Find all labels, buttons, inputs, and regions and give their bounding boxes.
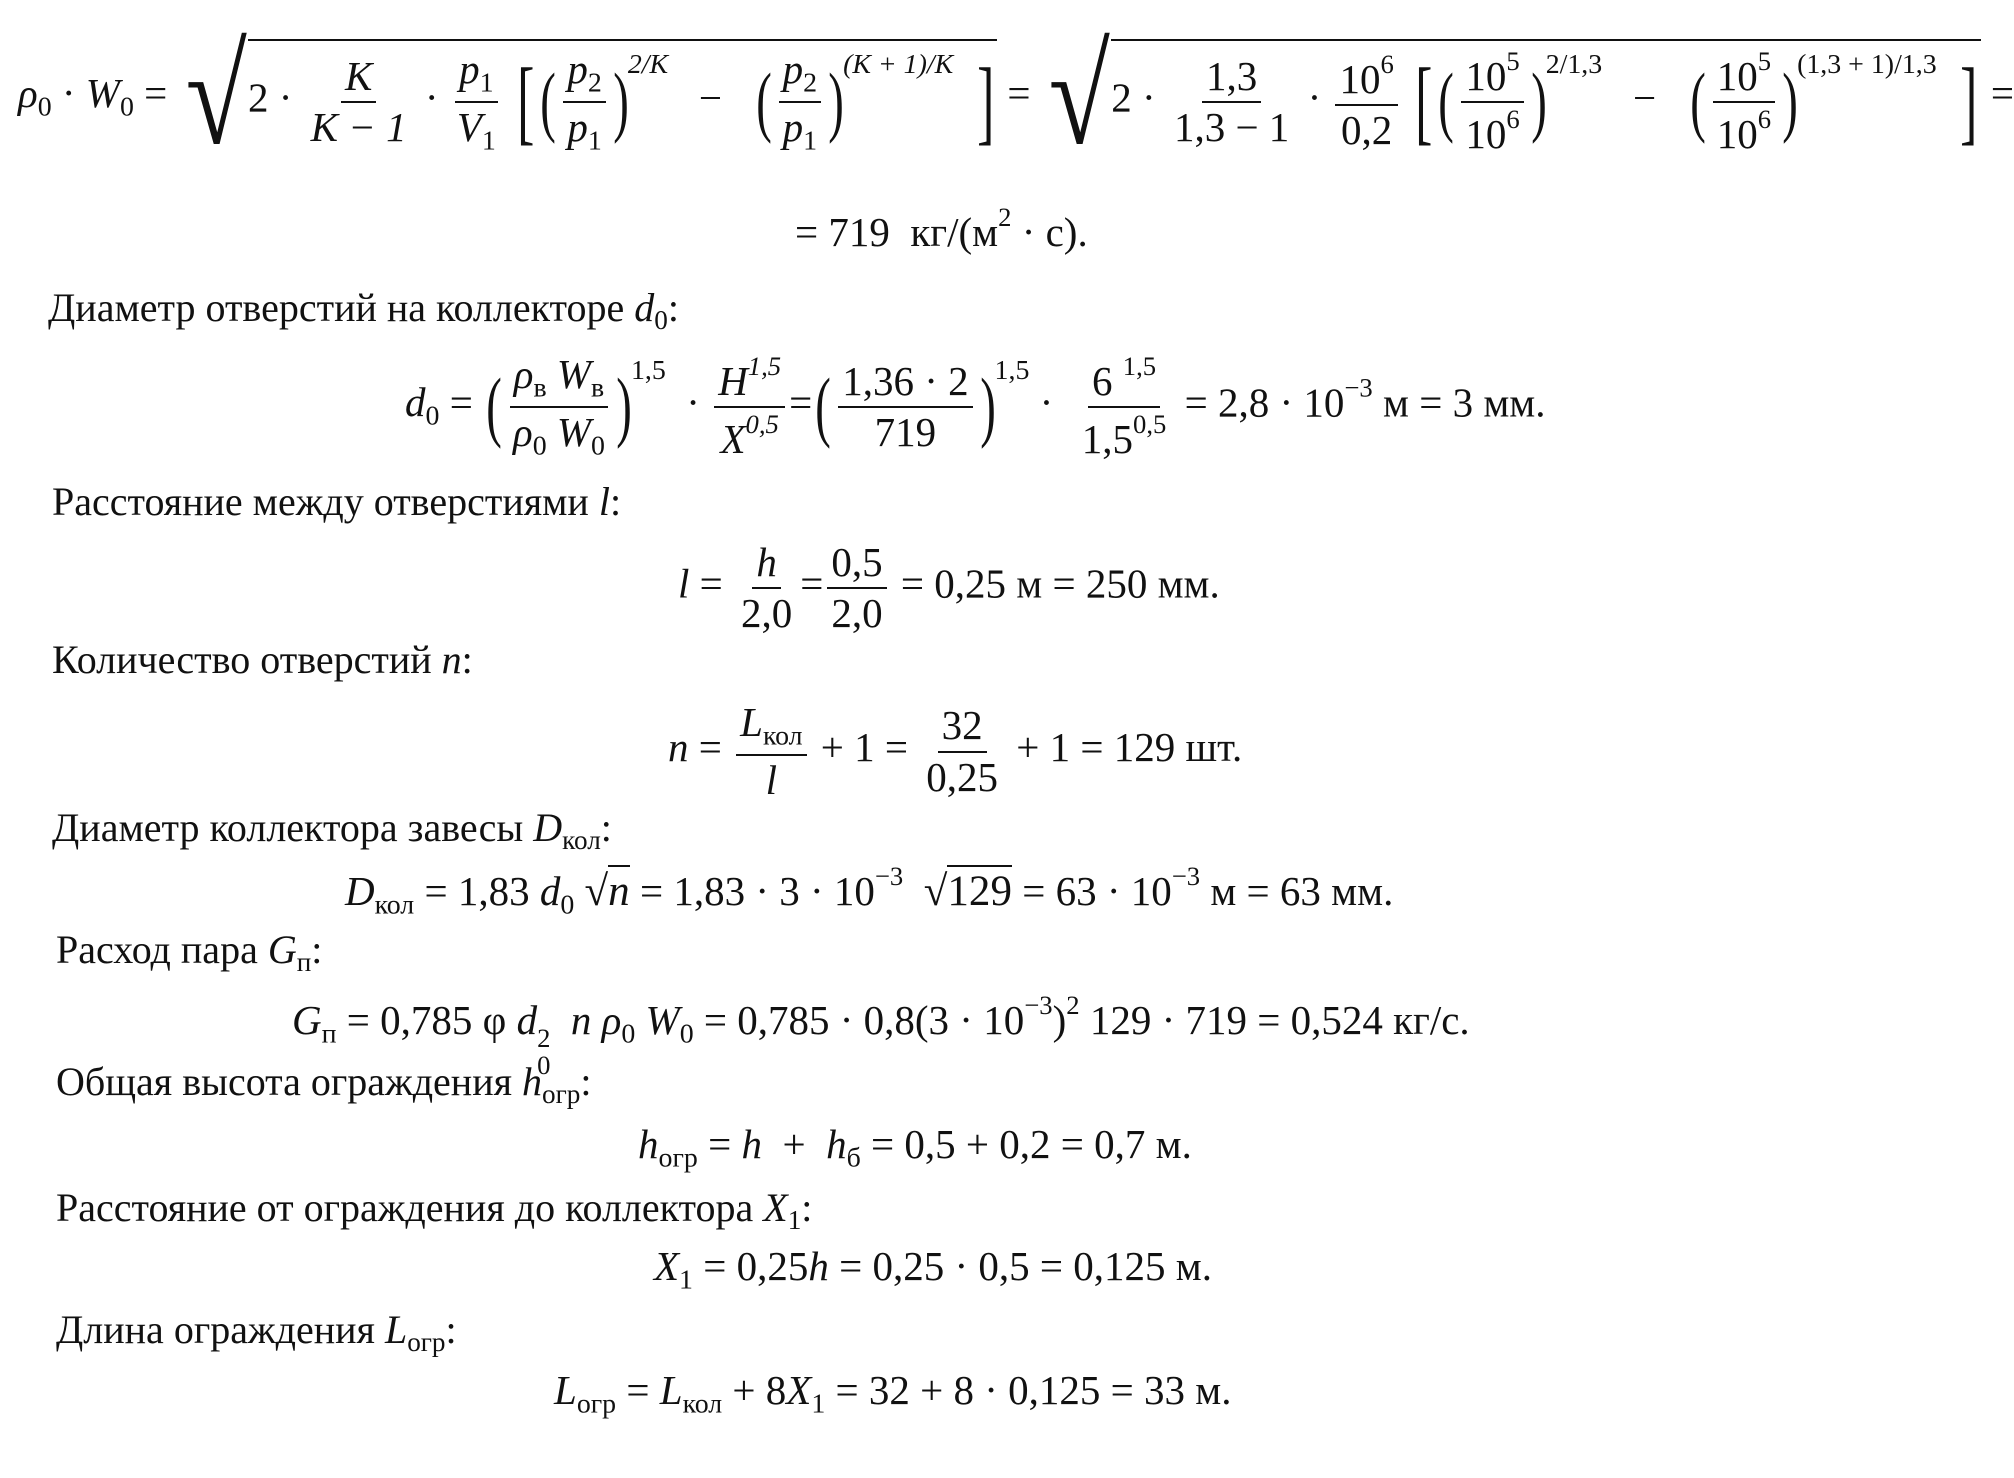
right-paren-3: ) <box>1530 57 1547 144</box>
logr-lhs: $L_{огр}$ <box>554 1367 617 1420</box>
sub-one-c: 1 <box>803 125 818 157</box>
logr-x1: $X_1$ <box>786 1367 826 1420</box>
v1-val: 0,2 <box>1341 107 1393 154</box>
n-num-val: 32 <box>938 703 987 752</box>
right-bracket-2: ] <box>1960 49 1978 154</box>
p1b-val-b: 10 <box>1716 110 1758 157</box>
x1-heading: Расстояние от ограждения до коллектора $X_1$: <box>56 1185 813 1236</box>
right-bracket: ] <box>976 49 995 154</box>
rho-w-result-unit: кг/(м <box>910 208 999 255</box>
l-den: 2,0 <box>741 590 793 637</box>
p1b-val-exp: 6 <box>1506 103 1520 134</box>
p2-symbol: p <box>567 45 588 92</box>
n-heading: Количество отверстий n: <box>52 637 473 682</box>
p2-val-b: 10 <box>1716 52 1758 99</box>
six-num <box>1088 352 1160 408</box>
d0-lparen-2: ( <box>815 363 831 450</box>
right-paren: ) <box>613 57 629 144</box>
n-fraction <box>736 700 806 803</box>
fraction-p1-v1 <box>453 47 500 157</box>
exponent-val-2: (1,3 + 1)/1,3 <box>1797 49 1937 81</box>
d0-result: = 2,8 · 10 <box>1184 379 1345 426</box>
p1b-val: 10 <box>1465 110 1507 157</box>
h-exp: 1,5 <box>747 351 782 381</box>
p2-val-num <box>1461 47 1523 103</box>
rho-symbol: ρ <box>18 70 38 117</box>
gp-exp: −3 <box>1024 990 1053 1020</box>
logr-symbol: $L_{огр}$ <box>384 1307 446 1358</box>
fraction-p2-p1 <box>563 47 605 157</box>
p1-val-exp: 6 <box>1380 49 1394 80</box>
x1-result: = 0,25 · 0,5 = 0,125 м. <box>839 1243 1212 1289</box>
d0-formula: $d_0$ = ( $\frac{\rho_в W_в}{\rho_0 W_0}$ )$^{1,5}$ · $\frac{H^{1,5}}{X^{0,5}}$ =( $\frac{1,36 \cdot 2}{719}$ )$^{1,5}$ · $\frac{6 ^{1,5}}{1,5^{0,5}}$ = $2,8 \cdot 10^{-3}$ м = 3 мм. <box>405 351 1546 463</box>
p1-val: 10 <box>1339 56 1381 103</box>
p1b-val-exp-b: 6 <box>1757 103 1772 134</box>
gp-n: n <box>570 996 592 1043</box>
coefficient-two: 2 <box>248 74 269 121</box>
dkol-symbol: $D_{кол}$ <box>533 805 601 856</box>
gp-label: Расход пара <box>56 927 258 972</box>
d0-exp: 1,5 <box>630 354 666 386</box>
dkol-root-val: 129 <box>947 865 1012 915</box>
d0-rparen-2: ) <box>979 363 996 450</box>
dkol-result: м = 63 мм. <box>1200 867 1394 914</box>
dkol-formula <box>345 863 1393 919</box>
sub-zero: 0 <box>37 91 52 123</box>
d0-symbol: $d_0$ <box>634 285 668 336</box>
n-under-root: n <box>608 865 630 915</box>
fraction-k-val <box>1170 54 1293 150</box>
d0-exp-2: 1,5 <box>994 354 1030 386</box>
dkol-lhs: $D_{кол}$ <box>345 867 415 921</box>
p1b-val-den-b <box>1713 103 1775 157</box>
rho-w-result-value: = 719 <box>795 208 890 255</box>
dkol-sqrt-129: √129 <box>924 870 1012 913</box>
hogr-hb: $h_б$ <box>826 1121 861 1174</box>
p2-num-b <box>779 47 821 103</box>
gp-w0: $W_0$ <box>645 996 694 1050</box>
right-paren-4: ) <box>1782 57 1798 144</box>
k-denominator: K − 1 <box>310 103 407 150</box>
d0-rparen: ) <box>616 363 632 450</box>
n-den: l <box>765 757 778 804</box>
p2-num <box>563 47 605 103</box>
l-fraction <box>737 540 796 636</box>
p2-val-num-b <box>1713 47 1775 103</box>
p2-val-exp-b: 5 <box>1757 45 1772 76</box>
dkol-mid: = 1,83 · 3 · 10 <box>639 867 875 914</box>
sub-two-b: 2 <box>803 67 818 99</box>
dkol-d0: $d_0$ <box>539 867 575 921</box>
dkol-sqrt-n: √n <box>585 870 630 913</box>
gp-d-sup: 2 <box>537 1023 551 1054</box>
hogr-result: = 0,5 + 0,2 = 0,7 м. <box>871 1121 1192 1167</box>
p2-symbol-b: p <box>782 45 804 92</box>
gp-symbol: $G_п$ <box>267 927 312 978</box>
n-formula: n = $\frac{L_{кол}}{l}$ + 1 = $\frac{32}{0,25}$ + 1 = 129 шт. <box>668 699 1243 804</box>
d0-heading: Диаметр отверстий на коллекторе $d_0$: <box>48 285 679 336</box>
p-symbol: p <box>459 45 480 92</box>
radicand-general: 2 · $\frac{K}{K - 1}$ · $\frac{p_1}{V_1}$ [( $\frac{p_2}{p_1}$ )$^{2/K}$ − ( $\frac{p_2}{p_1}$ )$^{(K + 1)/K}$ ] <box>248 39 997 157</box>
v-symbol: V <box>456 103 482 150</box>
sub-one: 1 <box>479 67 494 99</box>
left-paren-2: ( <box>755 57 772 144</box>
p1-val-num <box>1335 50 1397 106</box>
hogr-symbol: $h_{огр}$ <box>522 1059 581 1110</box>
dkol-exp: −3 <box>874 861 904 891</box>
l-fraction-val <box>827 540 886 636</box>
rho-w-formula: $\rho_0 \cdot W_0 = √2$ · $\frac{K}{K - 1}$ · $\frac{p_1}{V_1}$ [( $\frac{p_2}{p_1}$ )$^{2/K}$ − ( $\frac{p_2}{p_1}$ )$^{(K + 1)/K}$ ] = √2 · $\frac{1,3}{1,3 - 1}$ · $\frac{10^6}{0,2}$ [( $\frac{10^5}{10^6}$ )$^{2/1,3}$ − ( $\frac{10^5}{10^6}$ )$^{(1,3 + 1)/1,3}$ ] = <box>18 20 2014 174</box>
gp-formula: $G_п = 0,785$ φ d 2 0 n $\rho_0$ $W_0 = 0,785 \cdot 0,8(3 \cdot 10^{-3})^2$ 129 · 719 = 0,524 кг/с. <box>292 990 1470 1080</box>
gp-coef: = 0,785 φ <box>346 996 507 1043</box>
l-label: Расстояние между отверстиями <box>52 479 589 524</box>
fraction-p2p1-val-b <box>1713 47 1775 157</box>
h-num: H$^{1,5}$ <box>714 352 785 408</box>
h-x-fraction <box>714 352 785 462</box>
w-symbol: W <box>85 70 120 117</box>
p1-numerator <box>455 47 497 103</box>
x-exp: 0,5 <box>745 409 779 440</box>
d0-lparen: ( <box>486 363 502 450</box>
n-num: $L_{кол}$ <box>736 700 806 756</box>
fraction-p2p1-val <box>1461 47 1523 157</box>
l-formula: l = $\frac{h}{2,0}$ = $\frac{0,5}{2,0}$ = 0,25 м = 250 мм. <box>678 539 1220 637</box>
gp-heading: Расход пара $G_п$: <box>56 927 323 978</box>
sub-one-v: 1 <box>481 125 496 157</box>
d0-val-den: 719 <box>874 409 937 456</box>
onefive-exp: 0,5 <box>1133 409 1167 440</box>
sub-two: 2 <box>587 67 602 99</box>
gp-lhs: $G_п$ <box>292 996 337 1050</box>
k-numerator: K <box>341 54 376 103</box>
l-lhs: l <box>678 560 690 607</box>
x-den: X$^{0,5}$ <box>720 409 779 463</box>
sub-one-b: 1 <box>587 125 602 157</box>
d0-fraction-val <box>838 359 972 455</box>
gp-d-sub: 0 <box>537 1049 551 1080</box>
d0-lhs: $d_0$ <box>405 379 440 432</box>
fraction-p1v1-val <box>1335 50 1397 153</box>
l-den-val: 2,0 <box>831 590 883 637</box>
logr-mid: + 8 <box>732 1367 787 1413</box>
l-heading: Расстояние между отверстиями l: <box>52 479 622 524</box>
d0-val-num: 1,36 · 2 <box>838 359 972 408</box>
l-num: h <box>752 540 781 589</box>
p1b-val-den <box>1461 103 1523 157</box>
x1-symbol: $X_1$ <box>763 1185 802 1236</box>
p1-den <box>563 103 605 157</box>
k-val-den: 1,3 − 1 <box>1173 103 1290 150</box>
k-val-num: 1,3 <box>1202 54 1261 103</box>
n-result: + 1 = 129 шт. <box>1016 723 1243 770</box>
six-val: 6 <box>1092 357 1113 404</box>
onefive-den <box>1078 408 1171 462</box>
sqrt-symbol-2: √ <box>1048 20 1110 174</box>
fraction-p2-p1-b <box>779 47 821 157</box>
right-paren-2: ) <box>828 57 844 144</box>
exponent-k1k: (K + 1)/K <box>843 49 954 81</box>
dkol-label: Диаметр коллектора завесы <box>52 805 524 850</box>
dkol-heading: Диаметр коллектора завесы $D_{кол}$: <box>52 805 612 856</box>
dkol-coef: = 1,83 <box>424 867 530 914</box>
p1-symbol: p <box>567 103 588 150</box>
six-exp: 1,5 <box>1122 351 1157 381</box>
logr-lkol: $L_{кол}$ <box>659 1367 723 1420</box>
exponent-2k: 2/K <box>627 49 669 81</box>
dkol-tail-exp: −3 <box>1171 861 1201 891</box>
d0-frac-den: $\rho_0$ $W_0$ <box>513 409 605 462</box>
p2-val: 10 <box>1465 52 1507 99</box>
x1-label: Расстояние от ограждения до коллектора <box>56 1185 754 1230</box>
hogr-heading: Общая высота ограждения $h_{огр}$: <box>56 1059 592 1110</box>
l-symbol: l <box>598 479 610 524</box>
n-lhs: n <box>668 723 689 770</box>
v1-denominator <box>453 103 500 157</box>
gp-d0-sq: d <box>516 996 538 1043</box>
hogr-h: h <box>741 1121 762 1167</box>
logr-formula: $L_{огр} = L_{кол} + 8X_1 = 32 + 8 \cdot 0,125 = 33$ м. <box>554 1367 1232 1420</box>
hogr-label: Общая высота ограждения <box>56 1059 513 1104</box>
x1-mid: = 0,25 <box>703 1243 809 1289</box>
six-fraction <box>1078 352 1171 462</box>
hogr-lhs: $h_{огр}$ <box>638 1121 698 1174</box>
fraction-k <box>307 54 411 150</box>
sqrt-symbol: √ <box>185 20 247 174</box>
hogr-formula: $h_{огр} = h + h_б = 0,5 + 0,2 = 0,7$ м. <box>638 1121 1192 1174</box>
rho-w-result-unit-tail: · с). <box>1011 208 1088 255</box>
rho-w-result <box>795 204 1088 253</box>
n-plus1: + 1 = <box>820 723 909 770</box>
gp-sq: 2 <box>1066 990 1080 1020</box>
gp-result: 129 · 719 = 0,524 кг/с. <box>1079 996 1470 1043</box>
d0-label: Диаметр отверстий на коллекторе <box>48 285 625 330</box>
n-label: Количество отверстий <box>52 637 432 682</box>
logr-label: Длина ограждения <box>56 1307 375 1352</box>
p1-den-b <box>779 103 821 157</box>
d0-result-tail: м = 3 мм. <box>1372 379 1546 426</box>
gp-rho0: $\rho_0$ <box>601 996 636 1050</box>
d0-fraction <box>509 352 609 462</box>
unit-sq: 2 <box>998 202 1012 232</box>
sub-zero-w: 0 <box>119 91 134 123</box>
left-paren-3: ( <box>1438 57 1455 144</box>
l-num-val: 0,5 <box>827 540 886 589</box>
left-bracket-2: [ <box>1415 49 1433 154</box>
n-den-val: 0,25 <box>926 753 999 800</box>
n-fraction-val <box>922 703 1002 799</box>
left-paren: ( <box>540 57 557 144</box>
left-paren-4: ( <box>1690 57 1706 144</box>
logr-heading: Длина ограждения $L_{огр}$: <box>56 1307 457 1358</box>
n-symbol: n <box>441 637 462 682</box>
p2-val-exp: 5 <box>1506 45 1520 76</box>
x1-formula <box>654 1243 1212 1296</box>
x1-h: h <box>808 1243 829 1289</box>
dkol-tail: = 63 · 10 <box>1022 867 1172 914</box>
radicand-numeric: 2 · $\frac{1,3}{1,3 - 1}$ · $\frac{10^6}{0,2}$ [( $\frac{10^5}{10^6}$ )$^{2/1,3}$ − ( $\frac{10^5}{10^6}$ )$^{(1,3 + 1)/1,3}$ ] <box>1111 39 1980 157</box>
p1-symbol-b: p <box>782 103 804 150</box>
logr-result: = 32 + 8 · 0,125 = 33 м. <box>835 1367 1232 1413</box>
onefive-val: 1,5 <box>1081 416 1134 463</box>
d0-result-exp: −3 <box>1344 372 1373 403</box>
exponent-val-1: 2/1,3 <box>1545 49 1603 81</box>
left-bracket: [ <box>517 49 535 154</box>
x1-lhs: $X_1$ <box>654 1243 693 1296</box>
l-result: = 0,25 м = 250 мм. <box>900 560 1220 607</box>
gp-mid: = 0,785 · 0,8(3 · 10 <box>703 996 1025 1043</box>
d0-frac-num: $\rho_в$ $W_в$ <box>510 352 608 408</box>
